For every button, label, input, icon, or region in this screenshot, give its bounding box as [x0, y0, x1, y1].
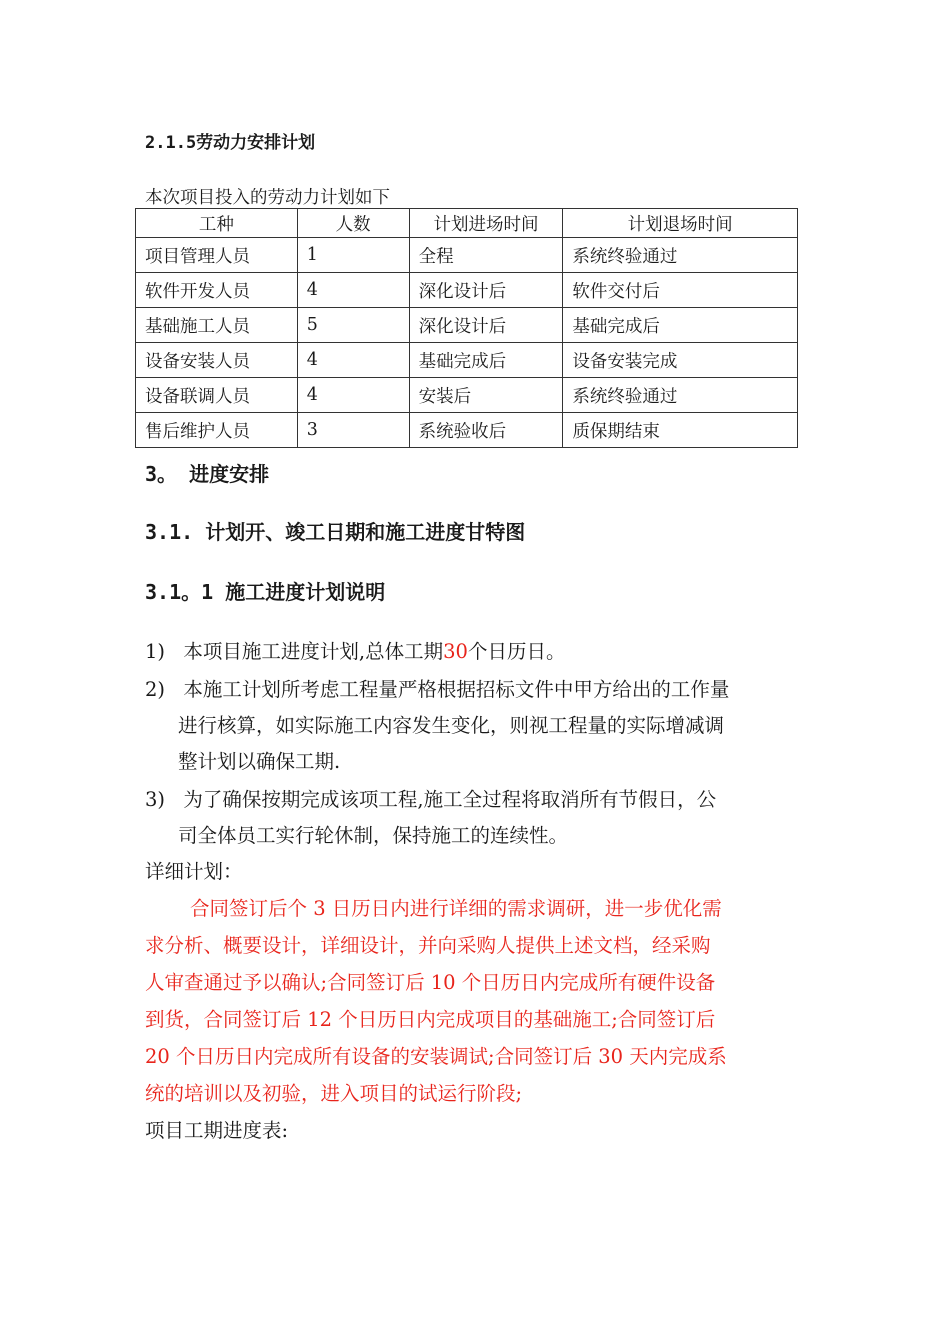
cell-trade: 设备安装人员	[136, 343, 298, 378]
item-2-line-1	[145, 674, 729, 702]
cell-trade: 基础施工人员	[136, 308, 298, 343]
item-text-suffix: 个日历日。	[467, 640, 566, 663]
table-header-row	[136, 209, 798, 238]
header-trade: 工种	[136, 209, 298, 238]
cell-exit-time: 设备安装完成	[563, 343, 798, 378]
item-3-line-2: 司全体员工实行轮休制，保持施工的连续性。	[178, 824, 569, 847]
detail-line: 合同签订后个 3 日历日内进行详细的需求调研，进一步优化需	[190, 897, 722, 920]
section-heading-3-1-1: 3.1。1 施工进度计划说明	[145, 580, 386, 604]
cell-entry-time: 全程	[409, 238, 563, 273]
cell-headcount: 4	[297, 273, 409, 308]
item-text: 为了确保按期完成该项工程,施工全过程将取消所有节假日，公	[183, 788, 717, 811]
item-number: 1)	[145, 640, 166, 663]
cell-headcount: 3	[297, 413, 409, 448]
table-row	[136, 238, 798, 273]
header-headcount: 人数	[297, 209, 409, 238]
cell-entry-time: 深化设计后	[409, 273, 563, 308]
header-entry-time: 计划进场时间	[409, 209, 563, 238]
header-exit-time: 计划退场时间	[563, 209, 798, 238]
table-row	[136, 273, 798, 308]
item-number: 3)	[145, 788, 166, 811]
table-row	[136, 413, 798, 448]
section-heading-3-1: 3.1. 计划开、竣工日期和施工进度甘特图	[145, 520, 526, 544]
schedule-label: 项目工期进度表:	[145, 1119, 289, 1142]
item-2-line-2: 进行核算，如实际施工内容发生变化，则视工程量的实际增减调	[178, 714, 725, 737]
item-number: 2)	[145, 678, 166, 701]
section-heading-2-1-5: 2.1.5劳动力安排计划	[145, 133, 316, 153]
cell-exit-time: 系统终验通过	[563, 378, 798, 413]
detail-line: 到货，合同签订后 12 个日历日内完成项目的基础施工;合同签订后	[145, 1008, 716, 1031]
detail-line: 统的培训以及初验，进入项目的试运行阶段;	[145, 1082, 523, 1105]
section-heading-3: 3。 进度安排	[145, 462, 270, 486]
cell-trade: 软件开发人员	[136, 273, 298, 308]
item-1	[145, 636, 565, 664]
duration-days: 30	[443, 640, 468, 663]
table-row	[136, 308, 798, 343]
cell-headcount: 5	[297, 308, 409, 343]
cell-trade: 售后维护人员	[136, 413, 298, 448]
cell-entry-time: 深化设计后	[409, 308, 563, 343]
table-row	[136, 343, 798, 378]
table-row	[136, 378, 798, 413]
cell-headcount: 4	[297, 343, 409, 378]
cell-trade: 项目管理人员	[136, 238, 298, 273]
detail-label: 详细计划：	[145, 860, 243, 883]
table-caption: 本次项目投入的劳动力计划如下	[145, 188, 390, 208]
cell-entry-time: 基础完成后	[409, 343, 563, 378]
detail-line: 20 个日历日内完成所有设备的安装调试;合同签订后 30 天内完成系	[145, 1045, 727, 1068]
cell-exit-time: 基础完成后	[563, 308, 798, 343]
cell-exit-time: 质保期结束	[563, 413, 798, 448]
item-3-line-1	[145, 784, 716, 812]
labor-plan-table	[135, 208, 798, 448]
cell-headcount: 1	[297, 238, 409, 273]
cell-exit-time: 软件交付后	[563, 273, 798, 308]
item-2-line-3: 整计划以确保工期.	[178, 750, 341, 773]
cell-entry-time: 安装后	[409, 378, 563, 413]
cell-entry-time: 系统验收后	[409, 413, 563, 448]
cell-exit-time: 系统终验通过	[563, 238, 798, 273]
item-text: 本项目施工进度计划,总体工期	[183, 640, 444, 663]
detail-line: 人审查通过予以确认;合同签订后 10 个日历日内完成所有硬件设备	[145, 971, 716, 994]
cell-headcount: 4	[297, 378, 409, 413]
item-text: 本施工计划所考虑工程量严格根据招标文件中甲方给出的工作量	[183, 678, 730, 701]
cell-trade: 设备联调人员	[136, 378, 298, 413]
detail-line: 求分析、概要设计，详细设计，并向采购人提供上述文档，经采购	[145, 934, 711, 957]
